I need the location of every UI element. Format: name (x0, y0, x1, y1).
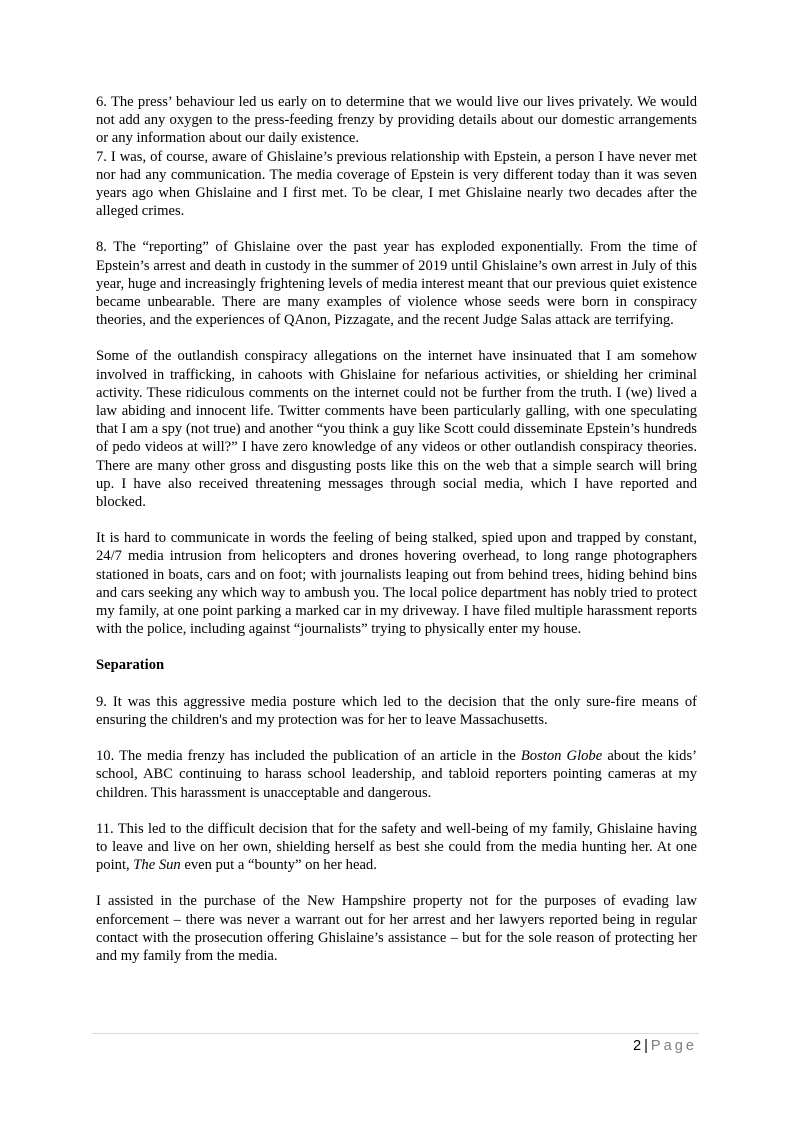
paragraph-10-text-start: 10. The media frenzy has included the publication of an article in the (96, 748, 521, 765)
page-number: 2 (632, 1038, 642, 1054)
paragraph-10-text-end: about the kids’ school, ABC continuing to harass school leadership, and tabloid reporters pointing cameras at my children. This harassment is unacceptable and dangerous. (96, 748, 697, 801)
paragraph-new-hampshire: I assisted in the purchase of the New Hampshire property not for the purposes of evading law enforcement – there was never a warrant out for her arrest and her lawyers reported being in regular contact with the prosecution offering Ghislaine’s assistance – but for the sole reason of protecting her and my family from the media. (96, 893, 697, 964)
paragraph-stalked: It is hard to communicate in words the feeling of being stalked, spied upon and trapped by constant, 24/7 media intrusion from helicopters and drones hovering overhead, to long range photographers stationed in boats, cars and on foot; with journalists leaping out from behind trees, hiding behind bins and cars seeking any which way to ambush you. The local police department has nobly tried to protect my family, at one point parking a marked car in my driveway. I have filed multiple harassment reports with the police, including against “journalists” trying to physically enter my house. (96, 530, 697, 638)
document-body (96, 93, 697, 965)
page-footer (633, 1038, 697, 1054)
footer-separator: | (644, 1038, 648, 1054)
paragraph-11 (96, 820, 697, 875)
section-heading: Separation (96, 657, 165, 674)
paragraph-9: 9. It was this aggressive media posture which led to the decision that the only sure-fire means of ensuring the children's and my protection was for her to leave Massachusetts. (96, 693, 697, 728)
paragraph-8: 8. The “reporting” of Ghislaine over the past year has exploded exponentially. From the time of Epstein’s arrest and death in custody in the summer of 2019 until Ghislaine’s own arrest in July of this year, huge and increasingly frightening levels of media interest meant that our previous quiet existence became unbearable. There are many examples of violence whose seeds were born in conspiracy theories, and the experiences of QAnon, Pizzagate, and the recent Judge Salas attack are terrifying. (96, 239, 697, 329)
paragraph-7: 7. I was, of course, aware of Ghislaine’s previous relationship with Epstein, a person I have never met nor had any communication. The media coverage of Epstein is very different today than it was seven years ago when Ghislaine and I first met. To be clear, I met Ghislaine nearly two decades after the alleged crimes. (96, 148, 697, 220)
boston-globe-title: Boston Globe (520, 748, 603, 765)
paragraph-6: 6. The press’ behaviour led us early on to determine that we would live our lives privately. We would not add any oxygen to the press-feeding frenzy by providing details about our domestic arrangements or any information about our daily existence. (96, 94, 697, 147)
paragraph-conspiracy: Some of the outlandish conspiracy allegations on the internet have insinuated that I am somehow involved in trafficking, in cahoots with Ghislaine for nefarious activities, or shielding her criminal activity. These ridiculous comments on the internet could not be further from the truth. I (we) lived a law abiding and innocent life. Twitter comments have been particularly galling, with one speculating that I am a spy (not true) and another “you think a guy like Scott could disseminate Epstein’s hundreds of pedo videos at will?” I have zero knowledge of any videos or other outlandish conspiracy theories. There are many other gross and disgusting posts like this on the web that a simple search will bring up. I have also received threatening messages through social media, which I have reported and blocked. (96, 348, 697, 511)
paragraph-11-text-start: 11. This led to the difficult decision that for the safety and well-being of my family, Ghislaine having to leave and live on her own, shielding herself as best she could from the media hunting her. At one point, (96, 820, 697, 874)
footer-divider (92, 1033, 699, 1034)
paragraph-10 (96, 747, 697, 802)
paragraph-11-text-end: even put a “bounty” on her head. (180, 857, 377, 874)
page-label: Page (650, 1038, 697, 1054)
the-sun-title: The Sun (133, 857, 181, 874)
